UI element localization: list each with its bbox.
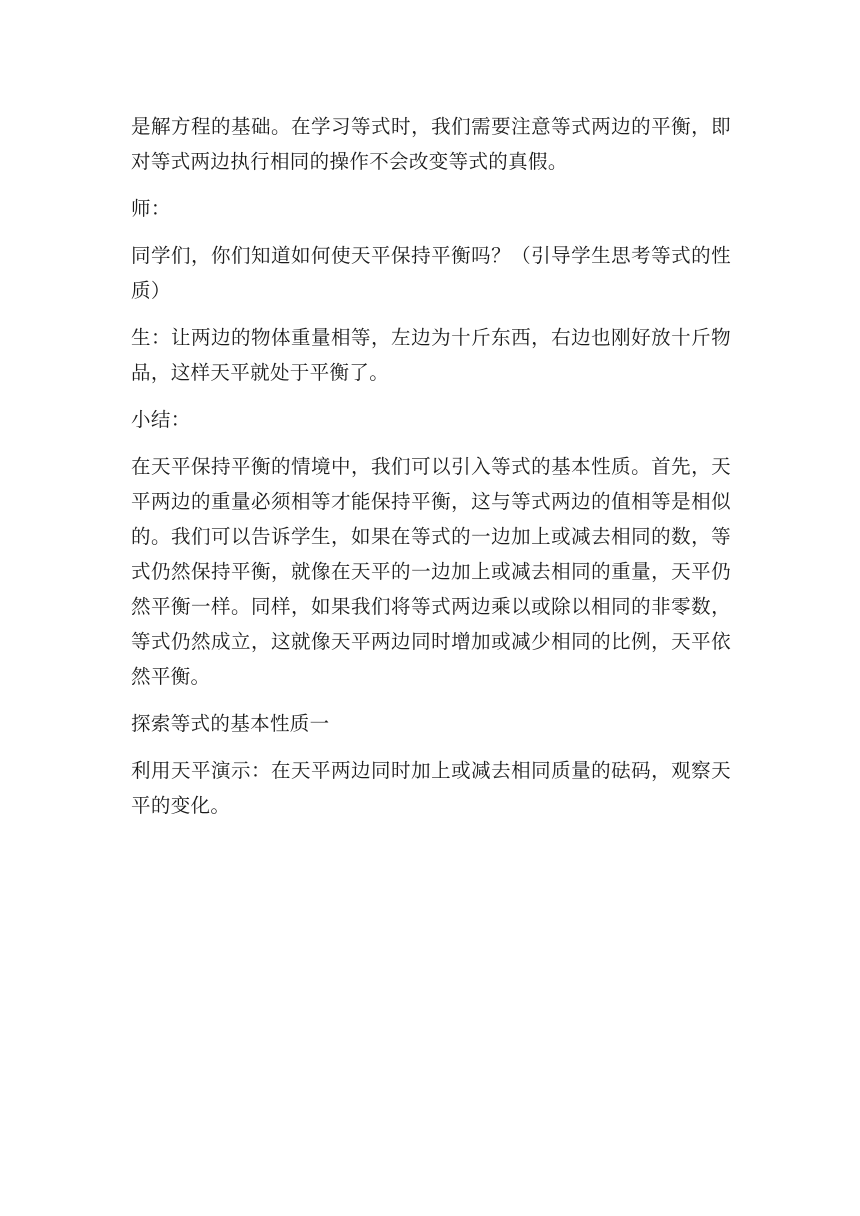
- paragraph-intro: 是解方程的基础。在学习等式时，我们需要注意等式两边的平衡，即对等式两边执行相同的操作不会改变等式的真假。: [131, 115, 731, 173]
- paragraph-teacher-label: 师：: [131, 197, 171, 220]
- paragraph-summary-text: 在天平保持平衡的情境中，我们可以引入等式的基本性质。首先，天平两边的重量必须相等才能保持平衡，这与等式两边的值相等是相似的。我们可以告诉学生，如果在等式的一边加上或减去相同的数，等式仍然保持平衡，就像在天平的一边加上或减去相同的重量，天平仍然平衡一样。同样，如果我们将等式两边乘以或除以相同的非零数，等式仍然成立，这就像天平两边同时增加或减少相同的比例，天平依然平衡。: [131, 455, 731, 688]
- paragraph-summary-label: 小结：: [131, 408, 191, 431]
- paragraph-teacher-question: 同学们，你们知道如何使天平保持平衡吗？（引导学生思考等式的性质）: [131, 244, 731, 302]
- paragraph-demonstration: 利用天平演示：在天平两边同时加上或减去相同质量的砝码，观察天平的变化。: [131, 759, 731, 817]
- paragraph-section-heading: 探索等式的基本性质一: [131, 712, 330, 735]
- document-body: [131, 109, 731, 835]
- paragraph-student-answer: 生：让两边的物体重量相等，左边为十斤东西，右边也刚好放十斤物品，这样天平就处于平衡了。: [131, 326, 731, 384]
